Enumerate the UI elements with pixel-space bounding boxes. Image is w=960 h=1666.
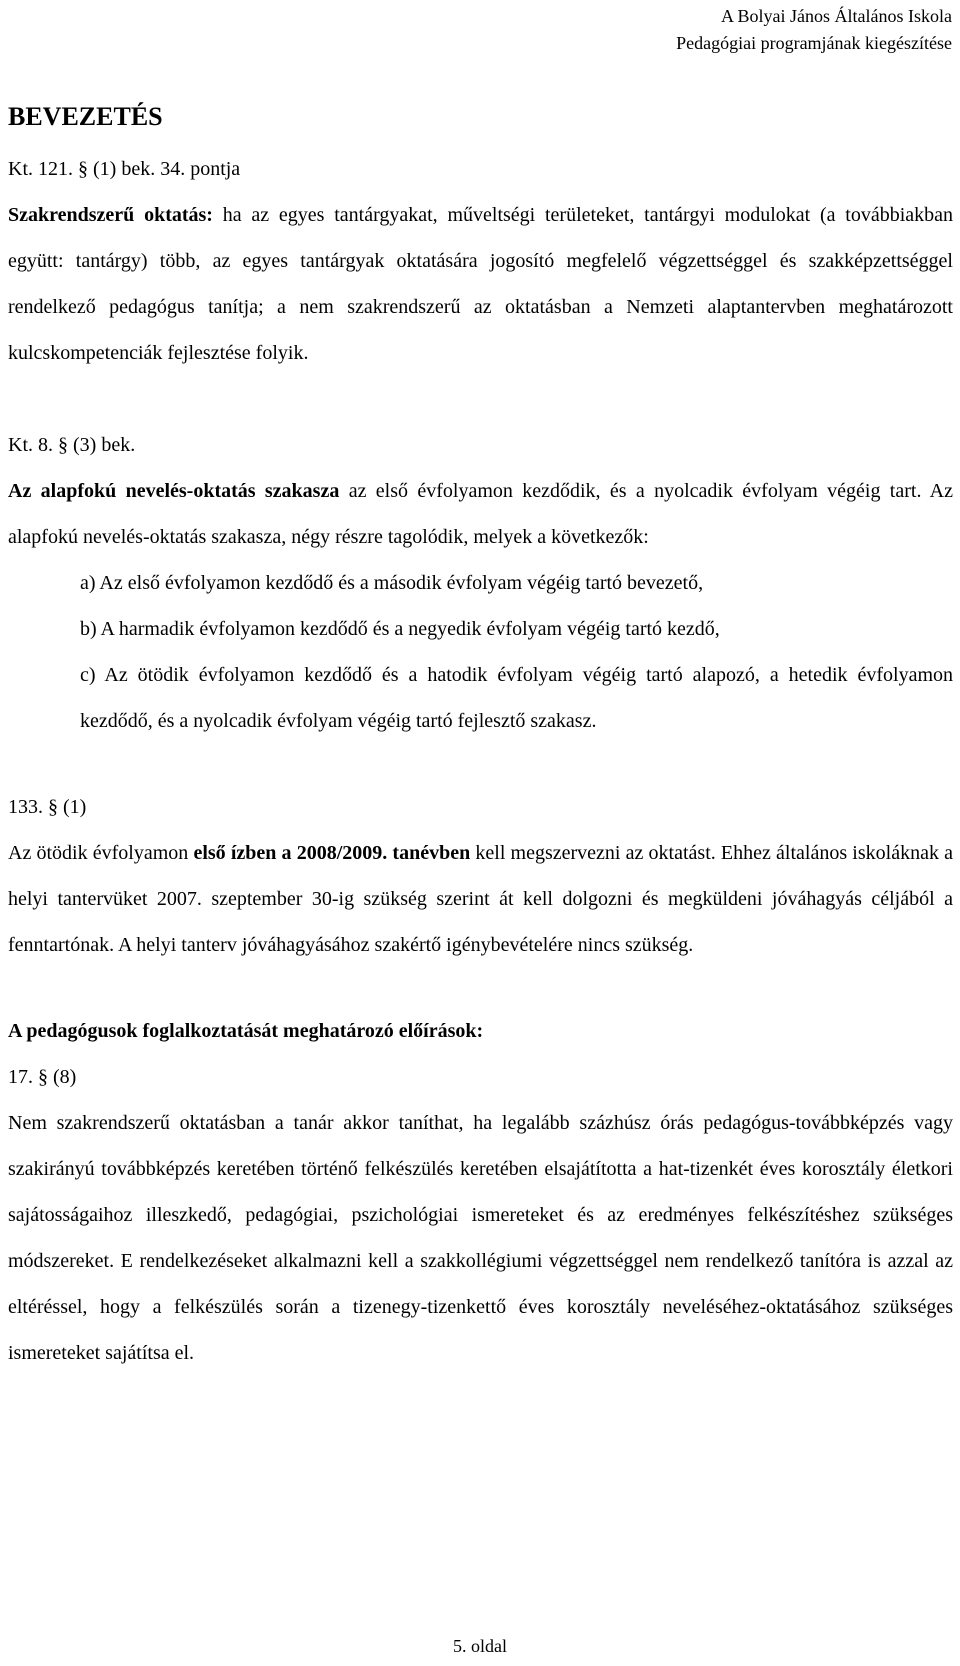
page-header <box>676 3 952 57</box>
defined-term: Szakrendszerű oktatás: <box>8 204 213 226</box>
document-body <box>8 94 953 1376</box>
legal-reference: Kt. 121. § (1) bek. 34. pontja <box>8 158 241 180</box>
paragraph-text: az első évfolyamon kezdődik, és a nyolcadik évfolyam végéig tart. Az alapfokú nevelés-oktatás szakasza, négy részre tagolódik, melyek a következők: <box>8 480 953 548</box>
section-alapfoku <box>8 422 953 744</box>
header-school-name: A Bolyai János Általános Iskola <box>721 6 952 26</box>
legal-reference: 133. § (1) <box>8 796 87 818</box>
paragraph <box>8 192 953 376</box>
header-document-title: Pedagógiai programjának kiegészítése <box>676 33 952 53</box>
emphasized-text: első ízben a 2008/2009. tanévben <box>193 842 471 864</box>
list-item: b) A harmadik évfolyamon kezdődő és a negyedik évfolyam végéig tartó kezdő, <box>80 618 720 640</box>
defined-term: Az alapfokú nevelés-oktatás szakasza <box>8 480 340 502</box>
legal-reference: 17. § (8) <box>8 1066 77 1088</box>
paragraph-text: ha az egyes tantárgyakat, műveltségi területeket, tantárgyi modulokat (a továbbiakban együtt: tantárgy) több, az egyes tantárgyak oktatására jogosító megfelelő végzettséggel és szakképzettséggel rendelkező pedagógus tanítja; a nem szakrendszerű az oktatásban a Nemzeti alaptantervben meghatározott kulcskompetenciák fejlesztése folyik. <box>8 204 954 364</box>
paragraph: Nem szakrendszerű oktatásban a tanár akkor taníthat, ha legalább százhúsz órás pedagógus-továbbképzés vagy szakirányú továbbképzés keretében történő felkészülés keretében elsajátította a hat-tizenkét éves korosztály életkori sajátosságaihoz illeszkedő, pedagógiai, pszichológiai ismereteket és az eredményes felkészítéshez szükséges módszereket. E rendelkezéseket alkalmazni kell a szakkollégiumi végzettséggel nem rendelkező tanítóra is azzal az eltéréssel, hogy a felkészülés során a tizenegy-tizenkettő éves korosztály neveléséhez-oktatásához szükséges ismereteket sajátítsa el. <box>8 1112 953 1364</box>
stage-list <box>80 560 953 744</box>
section-szakrendszeru <box>8 146 953 376</box>
paragraph: Az ötödik évfolyamon első ízben a 2008/2009. tanévben kell megszervezni az oktatást. Ehhez általános iskoláknak a helyi tantervüket 2007. szeptember 30-ig szükség szerint át kell dolgozni és megküldeni jóváhagyás céljából a fenntartónak. A helyi tanterv jóváhagyásához szakértő igénybevételére nincs szükség. <box>8 842 953 956</box>
section-bevezetes-ideje <box>8 784 953 968</box>
section-pedagogusok <box>8 1008 953 1376</box>
page-number: 5. oldal <box>453 1636 507 1656</box>
legal-reference: Kt. 8. § (3) bek. <box>8 434 136 456</box>
page-title: BEVEZETÉS <box>8 102 163 131</box>
list-item: a) Az első évfolyamon kezdődő és a második évfolyam végéig tartó bevezető, <box>80 572 704 594</box>
section-heading: A pedagógusok foglalkoztatását meghatározó előírások: <box>8 1020 484 1042</box>
list-item: c) Az ötödik évfolyamon kezdődő és a hatodik évfolyam végéig tartó alapozó, a hetedik évfolyamon kezdődő, és a nyolcadik évfolyam végéig tartó fejlesztő szakasz. <box>80 664 953 732</box>
paragraph <box>8 468 953 560</box>
